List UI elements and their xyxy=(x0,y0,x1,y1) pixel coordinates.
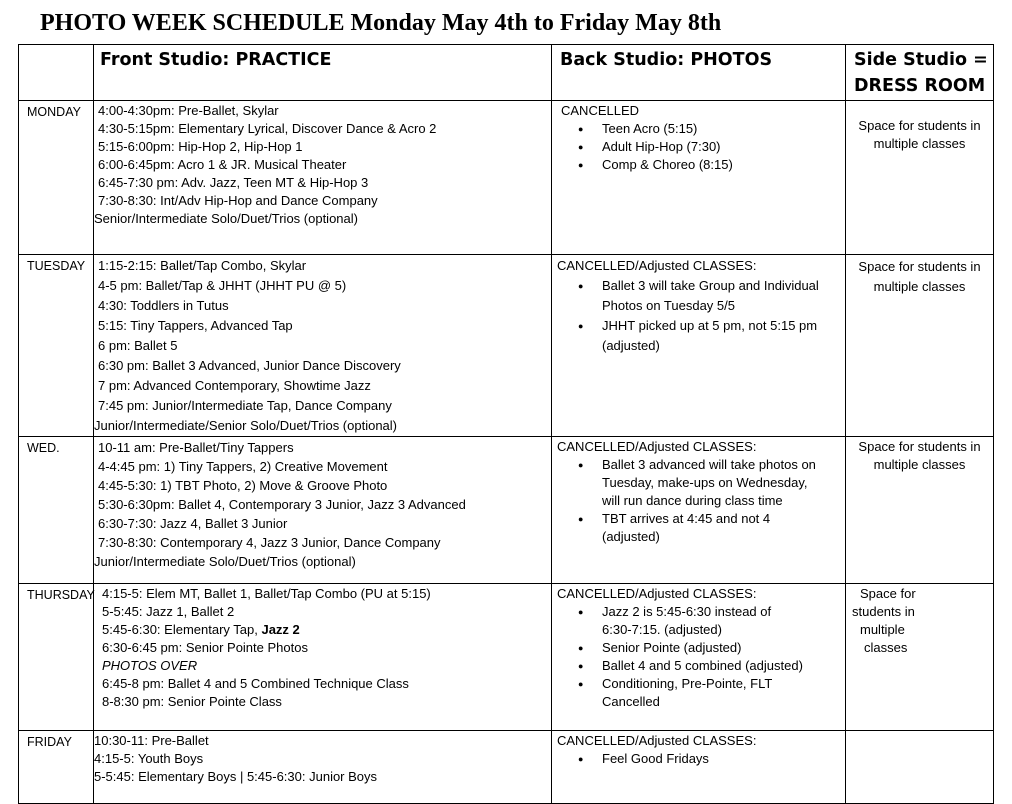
back-list xyxy=(557,456,845,546)
side-line: classes xyxy=(864,640,908,655)
day-label: MONDAY xyxy=(19,101,94,255)
day-label: FRIDAY xyxy=(19,731,94,804)
header-back-studio: Back Studio: PHOTOS xyxy=(552,45,846,101)
front-line: 7:30-8:30: Contemporary 4, Jazz 3 Junior, Dance Company xyxy=(98,535,441,550)
back-heading: CANCELLED/Adjusted CLASSES: xyxy=(557,439,757,454)
row-thursday xyxy=(19,584,994,731)
list-item xyxy=(557,316,845,356)
list-line: ● TBT arrives at 4:45 and not 4 xyxy=(602,511,771,526)
front-line: 7:45 pm: Junior/Intermediate Tap, Dance Company xyxy=(98,398,392,413)
list-line: ● Ballet 4 and 5 combined (adjusted) xyxy=(602,658,803,673)
front-line: 6:00-6:45pm: Acro 1 & JR. Musical Theater xyxy=(98,157,347,172)
side-line: multiple classes xyxy=(873,457,966,472)
front-studio-cell xyxy=(94,584,552,731)
front-line: 4:15-5: Elem MT, Ballet 1, Ballet/Tap Combo (PU at 5:15) xyxy=(102,586,431,601)
side-studio-cell xyxy=(846,437,994,584)
front-line: 5:15-6:00pm: Hip-Hop 2, Hip-Hop 1 xyxy=(98,139,303,154)
back-list xyxy=(557,276,845,356)
front-line: 5:30-6:30pm: Ballet 4, Contemporary 3 Junior, Jazz 3 Advanced xyxy=(98,497,466,512)
header-day xyxy=(19,45,94,101)
front-studio-cell xyxy=(94,101,552,255)
side-studio-cell xyxy=(846,255,994,437)
list-line: Cancelled xyxy=(602,694,660,709)
front-line: 10-11 am: Pre-Ballet/Tiny Tappers xyxy=(98,440,294,455)
front-line: 5-5:45: Elementary Boys | 5:45-6:30: Junior Boys xyxy=(94,769,378,784)
row-monday xyxy=(19,101,994,255)
front-line: 7 pm: Advanced Contemporary, Showtime Jazz xyxy=(98,378,371,393)
side-studio-cell xyxy=(846,731,994,804)
back-studio-cell xyxy=(552,437,846,584)
row-tuesday xyxy=(19,255,994,437)
photos-over-label: PHOTOS OVER xyxy=(102,658,198,673)
front-line: 4:00-4:30pm: Pre-Ballet, Skylar xyxy=(98,103,279,118)
page-title: PHOTO WEEK SCHEDULE Monday May 4th to Friday May 8th xyxy=(40,10,722,36)
front-line xyxy=(94,621,551,639)
side-line: Space for students in xyxy=(858,259,981,274)
front-line: 7:30-8:30: Int/Adv Hip-Hop and Dance Company xyxy=(98,193,378,208)
back-list xyxy=(557,750,845,768)
back-studio-cell xyxy=(552,731,846,804)
day-label: TUESDAY xyxy=(19,255,94,437)
list-line: ● Ballet 3 advanced will take photos on xyxy=(602,457,816,472)
list-line: ● Conditioning, Pre-Pointe, FLT xyxy=(602,676,773,691)
list-line: (adjusted) xyxy=(602,529,660,544)
front-line: 5:15: Tiny Tappers, Advanced Tap xyxy=(98,318,293,333)
day-label: THURSDAY xyxy=(19,584,94,731)
list-item: ● Teen Acro (5:15) xyxy=(557,120,845,138)
side-line: Space for students in xyxy=(858,118,981,133)
list-item: ● Feel Good Fridays xyxy=(557,750,845,768)
front-line: 5-5:45: Jazz 1, Ballet 2 xyxy=(102,604,235,619)
front-line: 4-5 pm: Ballet/Tap & JHHT (JHHT PU @ 5) xyxy=(98,278,347,293)
list-line: Photos on Tuesday 5/5 xyxy=(602,298,735,313)
back-studio-cell xyxy=(552,101,846,255)
back-list xyxy=(557,603,845,711)
side-studio-cell xyxy=(846,584,994,731)
back-heading: CANCELLED xyxy=(561,103,640,118)
row-friday xyxy=(19,731,994,804)
list-line: ● Ballet 3 will take Group and Individual xyxy=(602,278,819,293)
side-line: multiple xyxy=(860,622,905,637)
side-line: Space for students in xyxy=(858,439,981,454)
front-line: Senior/Intermediate Solo/Duet/Trios (optional) xyxy=(94,211,358,226)
row-wednesday xyxy=(19,437,994,584)
list-item: ● Comp & Choreo (8:15) xyxy=(557,156,845,174)
front-line-bold: Jazz 2 xyxy=(261,622,300,637)
front-studio-cell xyxy=(94,255,552,437)
front-line: 6:30 pm: Ballet 3 Advanced, Junior Dance Discovery xyxy=(98,358,401,373)
back-heading: CANCELLED/Adjusted CLASSES: xyxy=(557,586,757,601)
front-line: 6:45-8 pm: Ballet 4 and 5 Combined Technique Class xyxy=(102,676,409,691)
header-side-line: DRESS ROOM xyxy=(854,76,986,96)
list-line: will run dance during class time xyxy=(602,493,783,508)
front-line: Junior/Intermediate/Senior Solo/Duet/Trios (optional) xyxy=(94,418,397,433)
side-line: students in xyxy=(852,604,915,619)
front-line: 6:45-7:30 pm: Adv. Jazz, Teen MT & Hip-Hop 3 xyxy=(98,175,369,190)
front-line: 4:45-5:30: 1) TBT Photo, 2) Move & Groove Photo xyxy=(98,478,388,493)
back-studio-cell xyxy=(552,584,846,731)
list-line: (adjusted) xyxy=(602,338,660,353)
back-heading: CANCELLED/Adjusted CLASSES: xyxy=(557,733,757,748)
list-line: 6:30-7:15. (adjusted) xyxy=(602,622,722,637)
header-side-studio xyxy=(846,45,994,101)
front-line: 6 pm: Ballet 5 xyxy=(98,338,178,353)
header-row xyxy=(19,45,994,101)
back-heading: CANCELLED/Adjusted CLASSES: xyxy=(557,258,757,273)
back-studio-cell xyxy=(552,255,846,437)
front-line: 4:15-5: Youth Boys xyxy=(94,751,204,766)
side-studio-cell xyxy=(846,101,994,255)
schedule-table xyxy=(18,44,994,804)
list-item xyxy=(557,456,845,510)
front-line: Junior/Intermediate Solo/Duet/Trios (optional) xyxy=(94,554,356,569)
side-line: multiple classes xyxy=(873,136,966,151)
front-line: 4:30: Toddlers in Tutus xyxy=(98,298,229,313)
list-item xyxy=(557,639,845,657)
front-studio-cell xyxy=(94,731,552,804)
list-item xyxy=(557,276,845,316)
side-line: multiple classes xyxy=(873,279,966,294)
list-item xyxy=(557,657,845,675)
front-line: 4:30-5:15pm: Elementary Lyrical, Discover Dance & Acro 2 xyxy=(98,121,437,136)
list-line: ● Senior Pointe (adjusted) xyxy=(602,640,742,655)
front-line: 1:15-2:15: Ballet/Tap Combo, Skylar xyxy=(98,258,307,273)
list-line: Tuesday, make-ups on Wednesday, xyxy=(602,475,808,490)
front-line: 6:30-7:30: Jazz 4, Ballet 3 Junior xyxy=(98,516,288,531)
header-side-line: Side Studio = xyxy=(854,50,988,70)
front-studio-cell xyxy=(94,437,552,584)
front-line: 4-4:45 pm: 1) Tiny Tappers, 2) Creative Movement xyxy=(98,459,388,474)
list-item xyxy=(557,675,845,711)
front-line xyxy=(94,657,551,675)
back-list xyxy=(557,120,845,174)
list-item xyxy=(557,510,845,546)
front-line: 6:30-6:45 pm: Senior Pointe Photos xyxy=(102,640,308,655)
front-line-text: 5:45-6:30: Elementary Tap, xyxy=(102,622,262,637)
front-line: 10:30-11: Pre-Ballet xyxy=(94,733,209,748)
list-item: ● Adult Hip-Hop (7:30) xyxy=(557,138,845,156)
header-front-studio: Front Studio: PRACTICE xyxy=(94,45,552,101)
list-line: ● Jazz 2 is 5:45-6:30 instead of xyxy=(602,604,772,619)
list-line: ● JHHT picked up at 5 pm, not 5:15 pm xyxy=(602,318,818,333)
side-line: Space for xyxy=(860,586,916,601)
front-line: 8-8:30 pm: Senior Pointe Class xyxy=(102,694,282,709)
list-item xyxy=(557,603,845,639)
day-label: WED. xyxy=(19,437,94,584)
